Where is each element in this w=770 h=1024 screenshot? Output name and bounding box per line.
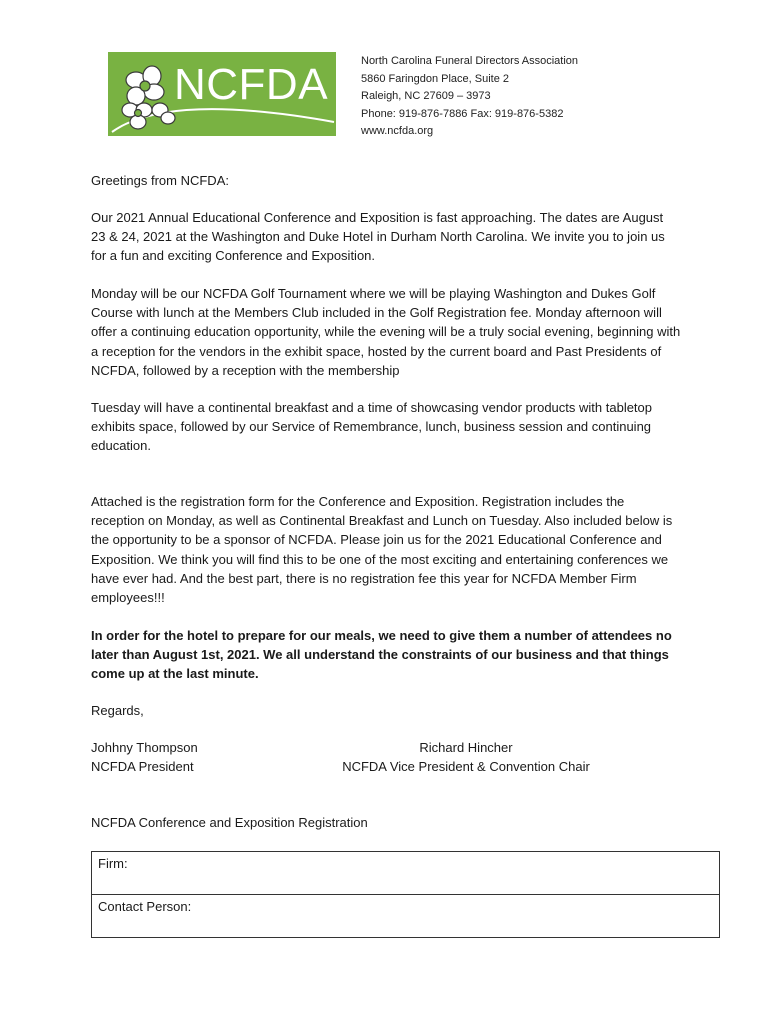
signer-name: Richard Hincher (419, 740, 513, 755)
logo-text: NCFDA (174, 60, 329, 109)
paragraph-monday: Monday will be our NCFDA Golf Tournament where we will be playing Washington and Dukes Golf Course with lunch at the Members Club included in the Golf Registration fee. Monday afternoon will offer a continuing education opportunity, while the evening will be a truly social evening, beginning with a reception for the vendors in the exhibit space, hosted by the current board and Past Presidents of NCFDA, followed by a reception with the membership (91, 286, 681, 378)
firm-field[interactable]: Firm: (92, 852, 720, 895)
paragraph-4 (91, 492, 681, 607)
form-row-contact (92, 895, 720, 938)
paragraph-registration: Attached is the registration form for the Conference and Exposition. Registration includes the reception on Monday, as well as Continental Breakfast and Lunch on Tuesday. Also included below is the opportunity to be a sponsor of NCFDA. Please join us for the 2021 Educational Conference and Exposition. We think you will find this to be one of the most exciting and entertaining conferences we have ever had. And the best part, there is no registration fee this year for NCFDA Member Firm employees!!! (91, 494, 673, 606)
association-address (361, 53, 578, 141)
paragraph-5 (91, 626, 681, 684)
paragraph-tuesday: Tuesday will have a continental breakfast and a time of showcasing vendor products with tabletop exhibits space, followed by our Service of Remembrance, lunch, business session and continuing education. (91, 400, 653, 454)
ncfda-logo (108, 52, 336, 136)
association-name: North Carolina Funeral Directors Association (361, 55, 579, 67)
closing-line: Regards, (91, 703, 144, 718)
paragraph-2 (91, 284, 681, 380)
signer-name: Johhny Thompson (91, 740, 198, 755)
phone-fax: Phone: 919-876-7886 Fax: 919-876-5382 (361, 107, 564, 120)
website[interactable]: www.ncfda.org (361, 125, 434, 137)
street-address: 5860 Faringdon Place, Suite 2 (361, 72, 509, 85)
registration-form (91, 851, 720, 938)
city-state-zip: Raleigh, NC 27609 – 3973 (361, 90, 491, 102)
form-row-firm (92, 852, 720, 895)
paragraph-dates: Our 2021 Annual Educational Conference and Exposition is fast approaching. The dates are August 23 & 24, 2021 at the Washington and Duke Hotel in Durham North Carolina. We invite you to join us for a fun and exciting Conference and Exposition. (91, 210, 665, 264)
greeting (91, 171, 681, 190)
signer-title: NCFDA Vice President & Convention Chair (342, 759, 590, 775)
signature-vice-president (338, 738, 594, 776)
paragraph-1 (91, 208, 681, 266)
signer-title: NCFDA President (91, 759, 194, 775)
contact-person-field[interactable]: Contact Person: (92, 895, 720, 938)
paragraph-deadline: In order for the hotel to prepare for our meals, we need to give them a number of attendees no later than August 1st, 2021. We all understand the constraints of our business and that things come up at the last minute. (91, 628, 672, 682)
registration-title: NCFDA Conference and Exposition Registration (91, 815, 368, 830)
signature-president (91, 738, 198, 776)
greeting-line: Greetings from NCFDA: (91, 173, 229, 188)
paragraph-3 (91, 398, 681, 456)
closing (91, 701, 681, 720)
